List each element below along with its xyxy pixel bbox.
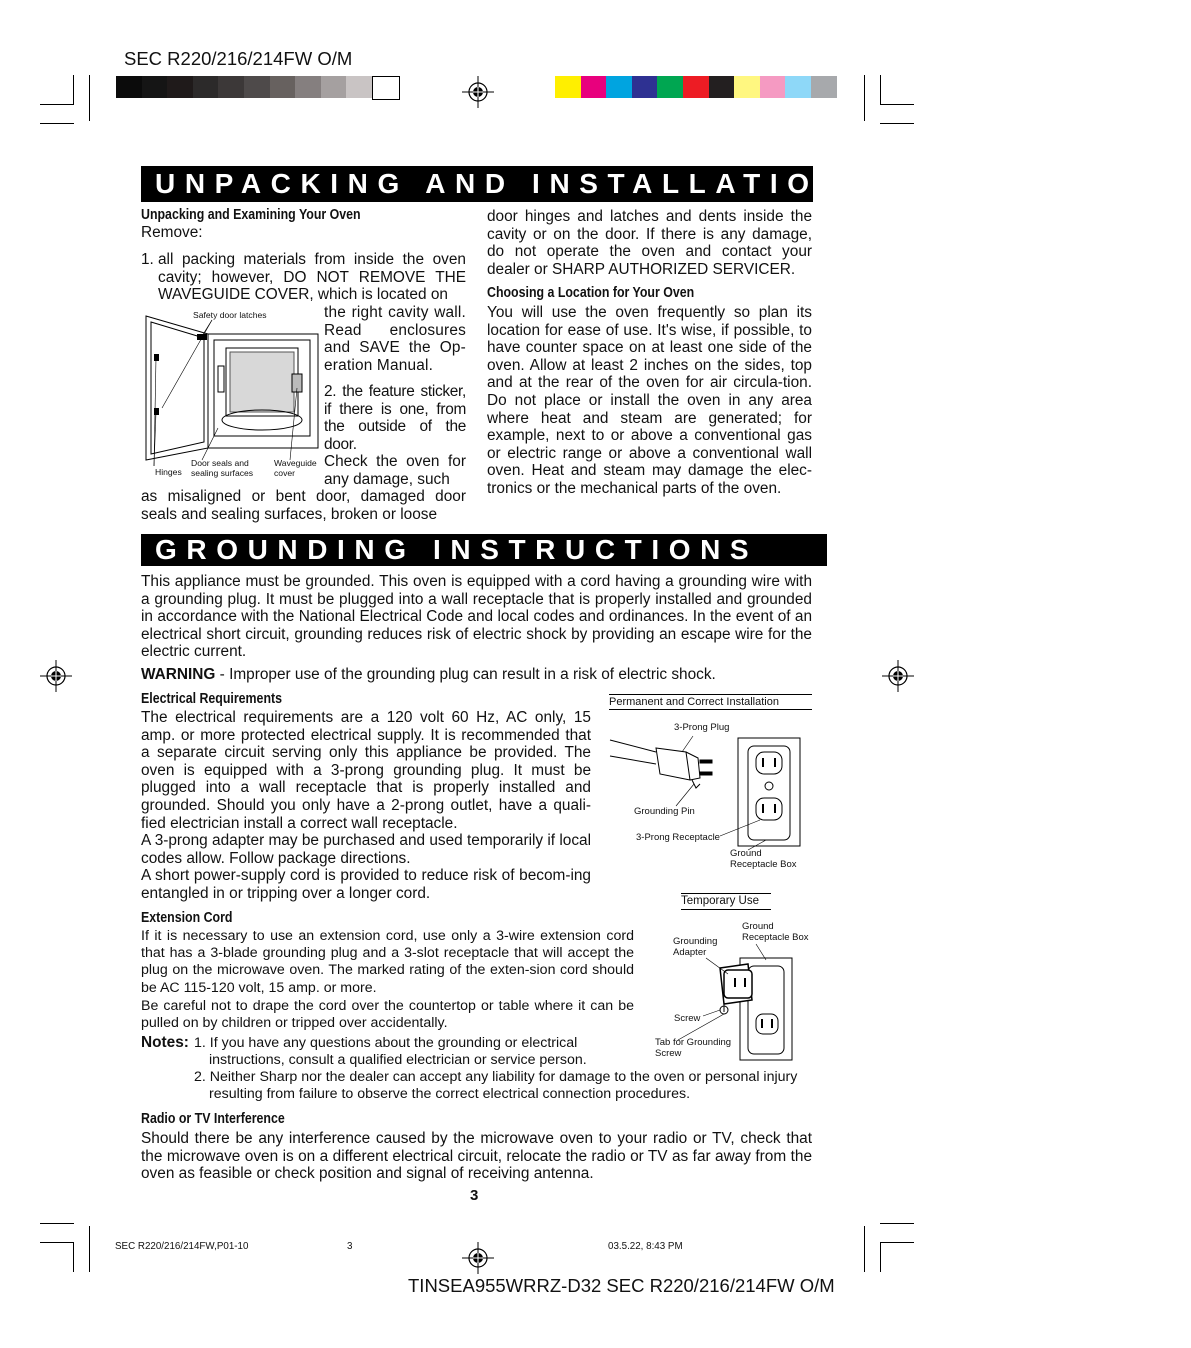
- item-1-text: all packing materials from inside the oven cavity; however, DO NOT REMOVE THE WAVEGUIDE COVER, which is located on: [158, 251, 466, 304]
- color-swatch: [709, 76, 735, 98]
- crop-mark: [40, 1223, 74, 1224]
- gray-swatch: [295, 76, 321, 98]
- gray-swatch: [321, 76, 347, 98]
- color-swatch: [606, 76, 632, 98]
- warning-line: [141, 666, 812, 684]
- gray-swatch: [270, 76, 296, 98]
- electrical-subheading: Electrical Requirements: [141, 691, 283, 707]
- electrical-text-2: A 3-prong adapter may be purchased and used temporarily if local codes allow. Follow package directions.: [141, 832, 592, 867]
- crop-mark: [40, 104, 74, 105]
- extension-subheading: Extension Cord: [141, 910, 233, 926]
- gray-swatch: [142, 76, 168, 98]
- temp-ground-box-label: Ground Receptacle Box: [742, 921, 809, 943]
- gray-swatch: [346, 76, 372, 98]
- color-swatch: [632, 76, 658, 98]
- warning-text: - Improper use of the grounding plug can result in a risk of electric shock.: [215, 666, 716, 683]
- electrical-text-1: The electrical requirements are a 120 volt 60 Hz, AC only, 15 amp. or more protected electrical supply. It is recommended that a separate circuit serving only this appliance be provided. The oven is equipped with a 3-prong grounding plug. It must be plugged into a wall receptacle that is properly installed and grounded. Should you only have a 2-prong outlet, have a quali-fied electrician install a correct wall receptacle.: [141, 709, 591, 832]
- crop-mark: [880, 75, 881, 105]
- radio-text: Should there be any interference caused by the microwave oven to your radio or TV, check that the microwave oven is on a different electrical circuit, relocate the radio or TV as far away from the oven as feasible or check position and signal of receiving antenna.: [141, 1130, 812, 1183]
- permanent-installation-title: Permanent and Correct Installation: [609, 694, 812, 710]
- crop-mark: [40, 1242, 74, 1243]
- note-1: 1. If you have any questions about the grounding or electrical instructions, consult a qualified electrician or service person.: [194, 1035, 587, 1069]
- footer-date: 03.5.22, 8:43 PM: [608, 1241, 683, 1252]
- location-subheading: Choosing a Location for Your Oven: [487, 285, 695, 301]
- grounding-title-bar: GROUNDING INSTRUCTIONS: [141, 534, 827, 566]
- footer-file: SEC R220/216/214FW,P01-10: [115, 1241, 249, 1252]
- three-prong-plug-label: 3-Prong Plug: [674, 722, 730, 733]
- electrical-text-3: A short power-supply cord is provided to reduce risk of becom-ing entangled in or tripping over a longer cord.: [141, 867, 591, 902]
- registration-mark-icon: [462, 76, 494, 108]
- item-2: 2. the feature sticker, if there is one, from the outside of the door.: [324, 383, 466, 453]
- crop-mark: [73, 75, 74, 105]
- crop-mark: [880, 123, 914, 124]
- color-swatch: [760, 76, 786, 98]
- check-oven-text: Check the oven for any damage, such: [324, 453, 466, 488]
- extension-text-1: If it is necessary to use an extension cord, use only a 3-wire extension cord that has a 3-blade grounding plug and a 3-slot receptacle that will accept the plug on the microwave oven. The marked rating of the exten-sion cord should be AC 115-120 volt, 15 amp. or more.: [141, 928, 634, 996]
- gray-swatch: [372, 76, 400, 100]
- radio-subheading: Radio or TV Interference: [141, 1111, 285, 1127]
- unpacking-title-bar: UNPACKING AND INSTALLATION INSTRUCTIONS: [141, 166, 813, 202]
- gray-swatch: [244, 76, 270, 98]
- item-1-continued: the right cavity wall. Read enclosures and SAVE the Op-eration Manual.: [324, 304, 466, 374]
- crop-mark: [73, 1242, 74, 1272]
- crop-mark: [880, 1242, 914, 1243]
- remove-label: Remove:: [141, 224, 203, 241]
- location-text: You will use the oven frequently so plan its location for ease of use. It's wise, if possible, to have counter space on at least one side of the oven. Allow at least 2 inches on the sides, top and at the rear of the oven for air circula-tion. Do not place or install the oven in any area where heat and steam are generated; for example, next to or above a conventional gas or electric range or above a conventional wall oven. Heat and steam may damage the elec-tronics or the mechanical parts of the oven.: [487, 304, 812, 497]
- oven-open-door-figure: [142, 308, 322, 480]
- crop-mark: [880, 1242, 881, 1272]
- three-prong-receptacle-label: 3-Prong Receptacle: [636, 832, 720, 843]
- crop-mark: [880, 104, 914, 105]
- model-header: SEC R220/216/214FW O/M: [124, 48, 353, 69]
- crop-mark: [89, 1226, 90, 1272]
- screw-label: Screw: [674, 1013, 701, 1024]
- safety-latches-label: Safety door latches: [193, 310, 267, 320]
- crop-mark: [864, 75, 865, 121]
- note-2: 2. Neither Sharp nor the dealer can accept any liability for damage to the oven or personal injury resulting from failure to observe the correct electrical connection procedures.: [194, 1069, 798, 1103]
- gray-swatch: [193, 76, 219, 98]
- warning-label: WARNING: [141, 666, 216, 683]
- crop-mark: [40, 123, 74, 124]
- page-number: 3: [470, 1187, 479, 1204]
- crop-mark: [864, 1226, 865, 1272]
- damage-text: door hinges and latches and dents inside the cavity or on the door. If there is any damage, do not operate the oven and contact your dealer or SHARP AUTHORIZED SERVICER.: [487, 208, 812, 278]
- item-1-number: 1.: [141, 251, 154, 268]
- grounding-intro: This appliance must be grounded. This oven is equipped with a cord having a grounding wire with a grounding plug. It must be plugged into a wall receptacle that is properly installed and grounded in accordance with the National Electrical Code and local codes and ordinances. In the event of an electrical short circuit, grounding reduces risk of electric shock by providing an escape wire for the electric current.: [141, 573, 812, 661]
- gray-swatch: [116, 76, 142, 98]
- color-swatch: [785, 76, 811, 98]
- ground-receptacle-box-label: Ground Receptacle Box: [730, 848, 797, 870]
- waveguide-label: Waveguide cover: [274, 458, 317, 478]
- door-seals-label: Door seals and sealing surfaces: [191, 458, 254, 478]
- registration-mark-icon: [462, 1242, 494, 1274]
- tab-grounding-screw-label: Tab for Grounding Screw: [655, 1037, 732, 1059]
- crop-mark: [880, 1223, 914, 1224]
- item-1: [141, 251, 466, 304]
- unpacking-subheading: Unpacking and Examining Your Oven: [141, 207, 361, 223]
- registration-mark-icon: [40, 660, 72, 692]
- extension-text-2: Be careful not to drape the cord over the countertop or table where it can be pulled on by children or tripped over accidentally.: [141, 998, 634, 1032]
- crop-mark: [89, 75, 90, 121]
- color-swatch: [683, 76, 709, 98]
- grounding-pin-label: Grounding Pin: [634, 806, 695, 817]
- footer-page: 3: [347, 1241, 353, 1252]
- color-swatch: [555, 76, 581, 98]
- gray-swatch: [167, 76, 193, 98]
- notes-label: Notes:: [141, 1034, 189, 1051]
- color-swatch: [657, 76, 683, 98]
- gray-swatch: [218, 76, 244, 98]
- registration-mark-icon: [882, 660, 914, 692]
- hinges-label: Hinges: [155, 467, 182, 477]
- temporary-use-title: Temporary Use: [681, 893, 771, 910]
- color-swatch: [581, 76, 607, 98]
- model-footer: TINSEA955WRRZ-D32 SEC R220/216/214FW O/M: [408, 1275, 835, 1296]
- grounding-adapter-label: Grounding Adapter: [673, 936, 718, 958]
- check-oven-continued: as misaligned or bent door, damaged door seals and sealing surfaces, broken or loose: [141, 488, 466, 523]
- color-swatch: [811, 76, 837, 98]
- color-swatch: [734, 76, 760, 98]
